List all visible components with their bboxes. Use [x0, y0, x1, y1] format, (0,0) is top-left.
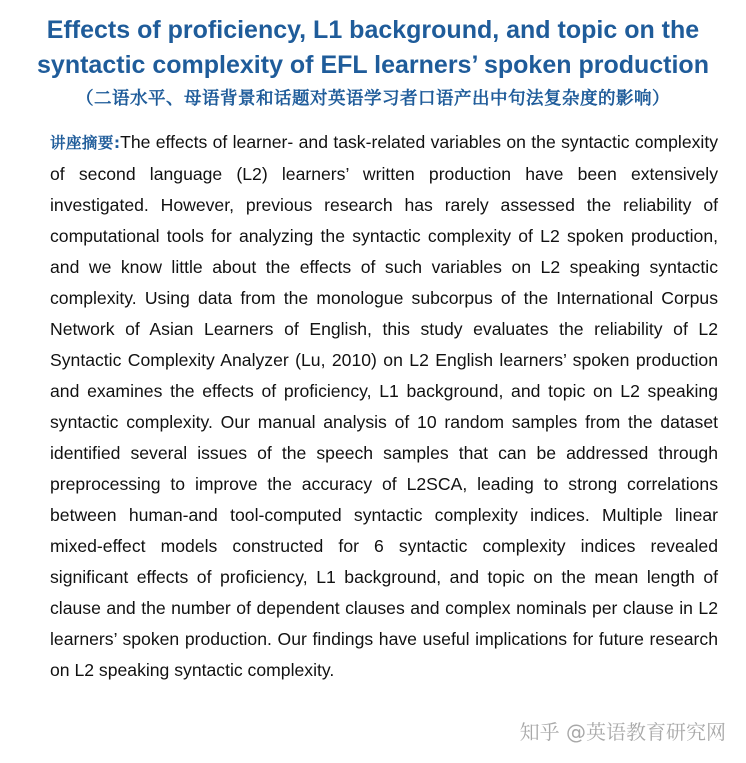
watermark: 知乎 @英语教育研究网	[519, 720, 726, 744]
abstract-label: 讲座摘要:	[50, 134, 121, 152]
title-chinese: （二语水平、母语背景和话题对英语学习者口语产出中句法复杂度的影响）	[76, 89, 670, 109]
abstract-text: The effects of learner- and task-related variables on the syntactic complexity of second language (L2) learners’ written production have been extensively investigated. However, previous research has rarely assessed the reliability of computational tools for analyzing the syntactic complexity of L2 spoken production, and we know little about the effects of such variables on L2 speaking syntactic complexity. Using data from the monologue subcorpus of the International Corpus Network of Asian Learners of English, this study evaluates the reliability of L2 Syntactic Complexity Analyzer (Lu, 2010) on L2 English learners’ spoken production and examines the effects of proficiency, L1 background, and topic on L2 speaking syntactic complexity. Our manual analysis of 10 random samples from the dataset identified several issues of the speech samples that can be addressed through preprocessing to improve the accuracy of L2SCA, leading to strong correlations between human-and tool-computed syntactic complexity indices. Multiple linear mixed-effect models constructed for 6 syntactic complexity indices revealed significant effects of proficiency, L1 background, and topic on the mean length of clause and the number of dependent clauses and complex nominals per clause in L2 learners’ spoken production. Our findings have useful implications for future research on L2 speaking syntactic complexity.	[50, 132, 719, 680]
abstract-paragraph	[50, 127, 718, 686]
title-line-1: Effects of proficiency, L1 background, and topic on the	[46, 16, 700, 44]
title-line-2: syntactic complexity of EFL learners’ spoken production	[37, 51, 709, 79]
